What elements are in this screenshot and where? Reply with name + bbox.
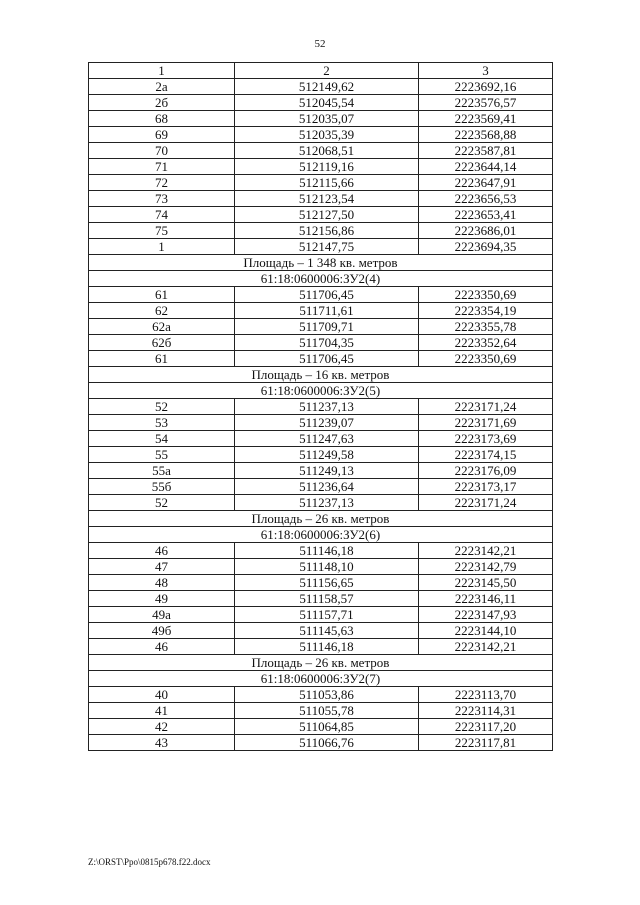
y-coordinate-cell: 2223171,69 [419, 415, 553, 431]
point-cell: 53 [89, 415, 235, 431]
footer-file-path: Z:\ORST\Ppo\0815p678.f22.docx [88, 857, 211, 867]
point-cell: 47 [89, 559, 235, 575]
y-coordinate-cell: 2223146,11 [419, 591, 553, 607]
y-coordinate-cell: 2223113,70 [419, 687, 553, 703]
table-row [89, 495, 553, 511]
x-coordinate-cell: 511064,85 [235, 719, 419, 735]
y-coordinate-cell: 2223644,14 [419, 159, 553, 175]
x-coordinate-cell: 512115,66 [235, 175, 419, 191]
point-cell: 61 [89, 287, 235, 303]
table-row [89, 191, 553, 207]
y-coordinate-cell: 2223568,88 [419, 127, 553, 143]
table-row [89, 687, 553, 703]
point-cell: 55б [89, 479, 235, 495]
table-row [89, 591, 553, 607]
y-coordinate-cell: 2223171,24 [419, 495, 553, 511]
x-coordinate-cell: 511157,71 [235, 607, 419, 623]
x-coordinate-cell: 511237,13 [235, 399, 419, 415]
point-cell: 52 [89, 399, 235, 415]
point-cell: 43 [89, 735, 235, 751]
table-row [89, 703, 553, 719]
x-coordinate-cell: 511053,86 [235, 687, 419, 703]
y-coordinate-cell: 2223114,31 [419, 703, 553, 719]
y-coordinate-cell: 2223176,09 [419, 463, 553, 479]
x-coordinate-cell: 512119,16 [235, 159, 419, 175]
y-coordinate-cell: 2223569,41 [419, 111, 553, 127]
x-coordinate-cell: 511158,57 [235, 591, 419, 607]
table-row [89, 159, 553, 175]
table-row [89, 575, 553, 591]
y-coordinate-cell: 2223142,21 [419, 639, 553, 655]
table-row [89, 623, 553, 639]
point-cell: 70 [89, 143, 235, 159]
x-coordinate-cell: 511237,13 [235, 495, 419, 511]
table-row [89, 95, 553, 111]
x-coordinate-cell: 512045,54 [235, 95, 419, 111]
point-cell: 2а [89, 79, 235, 95]
column-header-1: 1 [89, 63, 235, 79]
point-cell: 46 [89, 543, 235, 559]
y-coordinate-cell: 2223117,81 [419, 735, 553, 751]
point-cell: 62 [89, 303, 235, 319]
x-coordinate-cell: 511709,71 [235, 319, 419, 335]
y-coordinate-cell: 2223144,10 [419, 623, 553, 639]
y-coordinate-cell: 2223653,41 [419, 207, 553, 223]
table-note-row [89, 655, 553, 671]
table-header-row [89, 63, 553, 79]
table-row [89, 447, 553, 463]
point-cell: 68 [89, 111, 235, 127]
table-note-row [89, 527, 553, 543]
x-coordinate-cell: 511706,45 [235, 351, 419, 367]
x-coordinate-cell: 511236,64 [235, 479, 419, 495]
point-cell: 75 [89, 223, 235, 239]
x-coordinate-cell: 511249,13 [235, 463, 419, 479]
x-coordinate-cell: 511249,58 [235, 447, 419, 463]
x-coordinate-cell: 512068,51 [235, 143, 419, 159]
y-coordinate-cell: 2223142,79 [419, 559, 553, 575]
x-coordinate-cell: 511239,07 [235, 415, 419, 431]
table-row [89, 399, 553, 415]
y-coordinate-cell: 2223171,24 [419, 399, 553, 415]
table-row [89, 175, 553, 191]
point-cell: 42 [89, 719, 235, 735]
point-cell: 54 [89, 431, 235, 447]
merged-cell: Площадь – 16 кв. метров [89, 367, 553, 383]
y-coordinate-cell: 2223352,64 [419, 335, 553, 351]
x-coordinate-cell: 511704,35 [235, 335, 419, 351]
y-coordinate-cell: 2223647,91 [419, 175, 553, 191]
table-row [89, 607, 553, 623]
y-coordinate-cell: 2223117,20 [419, 719, 553, 735]
x-coordinate-cell: 511146,18 [235, 639, 419, 655]
table-row [89, 719, 553, 735]
merged-cell: 61:18:0600006:ЗУ2(5) [89, 383, 553, 399]
table-row [89, 559, 553, 575]
y-coordinate-cell: 2223145,50 [419, 575, 553, 591]
point-cell: 71 [89, 159, 235, 175]
y-coordinate-cell: 2223694,35 [419, 239, 553, 255]
x-coordinate-cell: 511055,78 [235, 703, 419, 719]
y-coordinate-cell: 2223587,81 [419, 143, 553, 159]
table-row [89, 479, 553, 495]
y-coordinate-cell: 2223350,69 [419, 351, 553, 367]
table-body [89, 79, 553, 751]
table-note-row [89, 271, 553, 287]
point-cell: 74 [89, 207, 235, 223]
y-coordinate-cell: 2223656,53 [419, 191, 553, 207]
table-row [89, 287, 553, 303]
column-header-3: 3 [419, 63, 553, 79]
table-row [89, 207, 553, 223]
table-row [89, 319, 553, 335]
y-coordinate-cell: 2223174,15 [419, 447, 553, 463]
merged-cell: 61:18:0600006:ЗУ2(6) [89, 527, 553, 543]
table-row [89, 335, 553, 351]
point-cell: 55 [89, 447, 235, 463]
table-note-row [89, 671, 553, 687]
point-cell: 73 [89, 191, 235, 207]
merged-cell: Площадь – 1 348 кв. метров [89, 255, 553, 271]
x-coordinate-cell: 511156,65 [235, 575, 419, 591]
table-row [89, 111, 553, 127]
x-coordinate-cell: 512123,54 [235, 191, 419, 207]
y-coordinate-cell: 2223147,93 [419, 607, 553, 623]
merged-cell: Площадь – 26 кв. метров [89, 655, 553, 671]
x-coordinate-cell: 511145,63 [235, 623, 419, 639]
point-cell: 49а [89, 607, 235, 623]
column-header-2: 2 [235, 63, 419, 79]
point-cell: 55а [89, 463, 235, 479]
point-cell: 41 [89, 703, 235, 719]
point-cell: 69 [89, 127, 235, 143]
x-coordinate-cell: 511148,10 [235, 559, 419, 575]
y-coordinate-cell: 2223354,19 [419, 303, 553, 319]
point-cell: 2б [89, 95, 235, 111]
point-cell: 46 [89, 639, 235, 655]
x-coordinate-cell: 511711,61 [235, 303, 419, 319]
table-note-row [89, 255, 553, 271]
x-coordinate-cell: 512035,39 [235, 127, 419, 143]
x-coordinate-cell: 512035,07 [235, 111, 419, 127]
point-cell: 52 [89, 495, 235, 511]
y-coordinate-cell: 2223173,69 [419, 431, 553, 447]
table-row [89, 351, 553, 367]
page-number: 52 [314, 38, 326, 50]
merged-cell: 61:18:0600006:ЗУ2(7) [89, 671, 553, 687]
x-coordinate-cell: 512149,62 [235, 79, 419, 95]
table-row [89, 543, 553, 559]
x-coordinate-cell: 511146,18 [235, 543, 419, 559]
table-row [89, 303, 553, 319]
point-cell: 40 [89, 687, 235, 703]
y-coordinate-cell: 2223173,17 [419, 479, 553, 495]
table-row [89, 79, 553, 95]
point-cell: 61 [89, 351, 235, 367]
x-coordinate-cell: 511066,76 [235, 735, 419, 751]
y-coordinate-cell: 2223350,69 [419, 287, 553, 303]
table-row [89, 639, 553, 655]
y-coordinate-cell: 2223142,21 [419, 543, 553, 559]
table-note-row [89, 383, 553, 399]
point-cell: 49 [89, 591, 235, 607]
x-coordinate-cell: 512147,75 [235, 239, 419, 255]
table-row [89, 431, 553, 447]
merged-cell: 61:18:0600006:ЗУ2(4) [89, 271, 553, 287]
table-note-row [89, 511, 553, 527]
point-cell: 62а [89, 319, 235, 335]
y-coordinate-cell: 2223692,16 [419, 79, 553, 95]
table-row [89, 127, 553, 143]
table-row [89, 239, 553, 255]
x-coordinate-cell: 512156,86 [235, 223, 419, 239]
table-row [89, 735, 553, 751]
y-coordinate-cell: 2223355,78 [419, 319, 553, 335]
merged-cell: Площадь – 26 кв. метров [89, 511, 553, 527]
table-row [89, 223, 553, 239]
table-row [89, 415, 553, 431]
point-cell: 49б [89, 623, 235, 639]
table-note-row [89, 367, 553, 383]
point-cell: 72 [89, 175, 235, 191]
table-row [89, 143, 553, 159]
x-coordinate-cell: 511706,45 [235, 287, 419, 303]
x-coordinate-cell: 511247,63 [235, 431, 419, 447]
point-cell: 1 [89, 239, 235, 255]
y-coordinate-cell: 2223576,57 [419, 95, 553, 111]
y-coordinate-cell: 2223686,01 [419, 223, 553, 239]
point-cell: 48 [89, 575, 235, 591]
coordinates-table [88, 62, 553, 751]
table-row [89, 463, 553, 479]
x-coordinate-cell: 512127,50 [235, 207, 419, 223]
point-cell: 62б [89, 335, 235, 351]
